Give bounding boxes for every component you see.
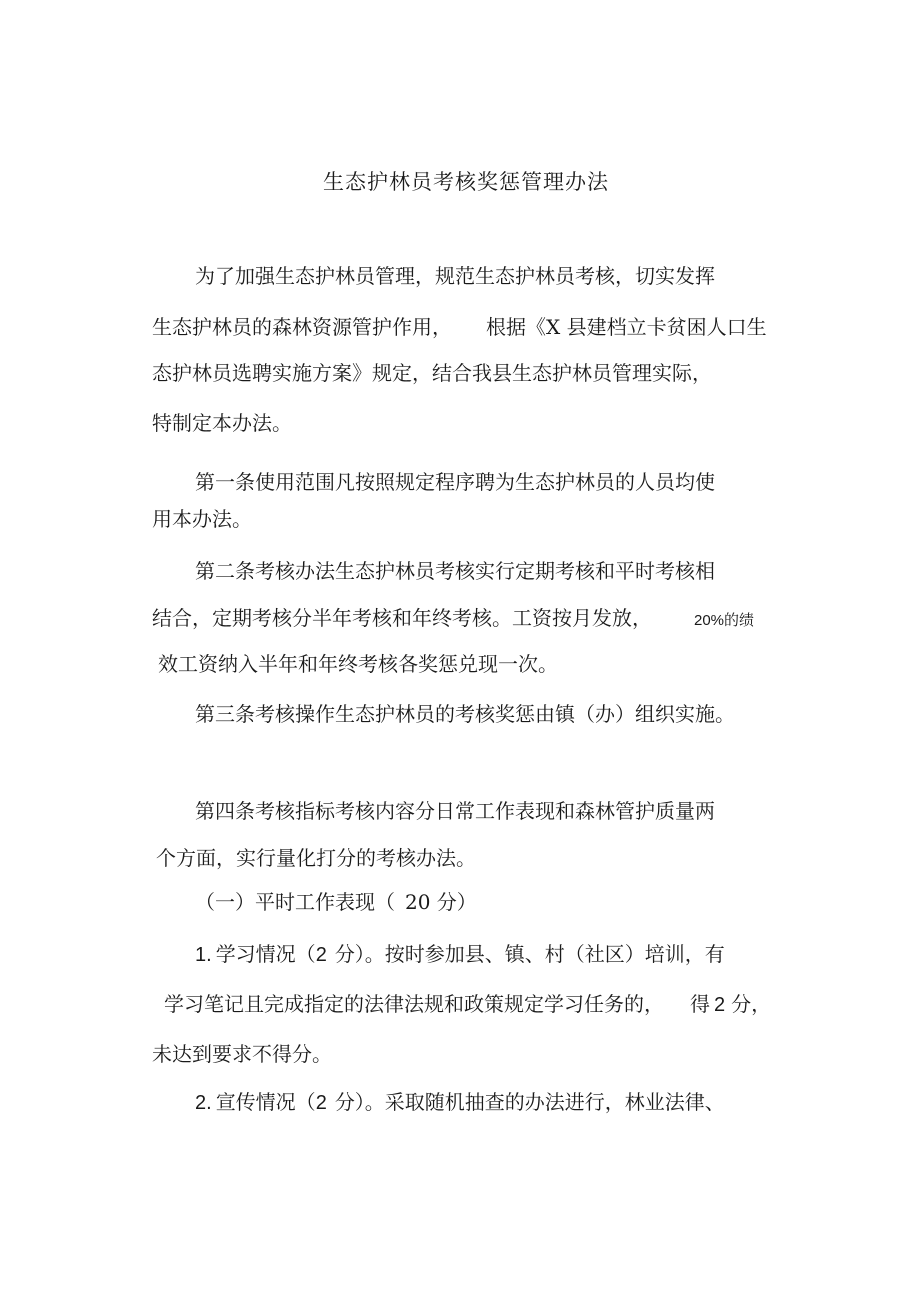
article-3-line-1: 第三条考核操作生态护林员的考核奖惩由镇（办）组织实施。 — [195, 702, 735, 726]
intro-line-2-part-1: 生态护林员的森林资源管护作用， — [152, 315, 452, 339]
document-title: 生态护林员考核奖惩管理办法 — [323, 170, 609, 194]
item-1-line-2-points: 2 — [714, 994, 726, 1016]
item-1-line-1-part-2: 学习情况（ — [215, 942, 316, 966]
article-2-line-3: 效工资纳入半年和年终考核各奖惩兑现一次。 — [158, 652, 558, 676]
item-2-line-1-part-2: 宣传情况（ — [215, 1090, 316, 1114]
item-1-line-3: 未达到要求不得分。 — [152, 1042, 332, 1066]
article-2-line-2 — [152, 604, 754, 635]
item-2-number: 2. — [195, 1092, 212, 1114]
item-1-line-2-part-1: 学习笔记且完成指定的法律法规和政策规定学习任务的， — [164, 992, 664, 1016]
section-1-heading-part-1: （一）平时工作表现（ — [195, 890, 395, 914]
article-4-line-1: 第四条考核指标考核内容分日常工作表现和森林管护质量两 — [195, 799, 715, 823]
item-1-number: 1. — [195, 944, 212, 966]
article-1-line-2: 用本办法。 — [152, 507, 252, 531]
item-2-line-1 — [195, 1088, 725, 1117]
article-2-line-2-part-1: 结合，定期考核分半年考核和年终考核。工资按月发放， — [152, 606, 652, 630]
section-1-heading — [195, 888, 477, 916]
article-2-line-2-part-2: 20%的绩 — [694, 612, 755, 629]
intro-line-2-part-2: 根据《X 县建档立卡贫困人口生 — [486, 315, 767, 339]
item-2-line-1-part-4: 分）。采取随机抽查的办法进行，林业法律、 — [334, 1090, 725, 1114]
item-1-line-2-part-2: 得 — [690, 992, 710, 1016]
article-2-line-1: 第二条考核办法生态护林员考核实行定期考核和平时考核相 — [195, 559, 715, 583]
item-1-line-2-part-4: 分， — [731, 992, 772, 1016]
item-1-line-1 — [195, 940, 725, 969]
article-4-line-2: 个方面，实行量化打分的考核办法。 — [156, 846, 476, 870]
article-1-line-1: 第一条使用范围凡按照规定程序聘为生态护林员的人员均使 — [195, 470, 715, 494]
item-1-line-2 — [164, 990, 771, 1019]
item-2-points: 2 — [315, 1092, 327, 1114]
intro-line-1: 为了加强生态护林员管理，规范生态护林员考核，切实发挥 — [195, 264, 715, 288]
intro-line-3: 态护林员选聘实施方案》规定，结合我县生态护林员管理实际， — [152, 361, 712, 385]
intro-line-4: 特制定本办法。 — [152, 411, 292, 435]
section-1-heading-part-2: 20 分） — [405, 890, 477, 914]
item-1-line-1-part-4: 分）。按时参加县、镇、村（社区）培训，有 — [334, 942, 725, 966]
intro-line-2 — [152, 313, 767, 341]
item-1-points: 2 — [315, 944, 327, 966]
